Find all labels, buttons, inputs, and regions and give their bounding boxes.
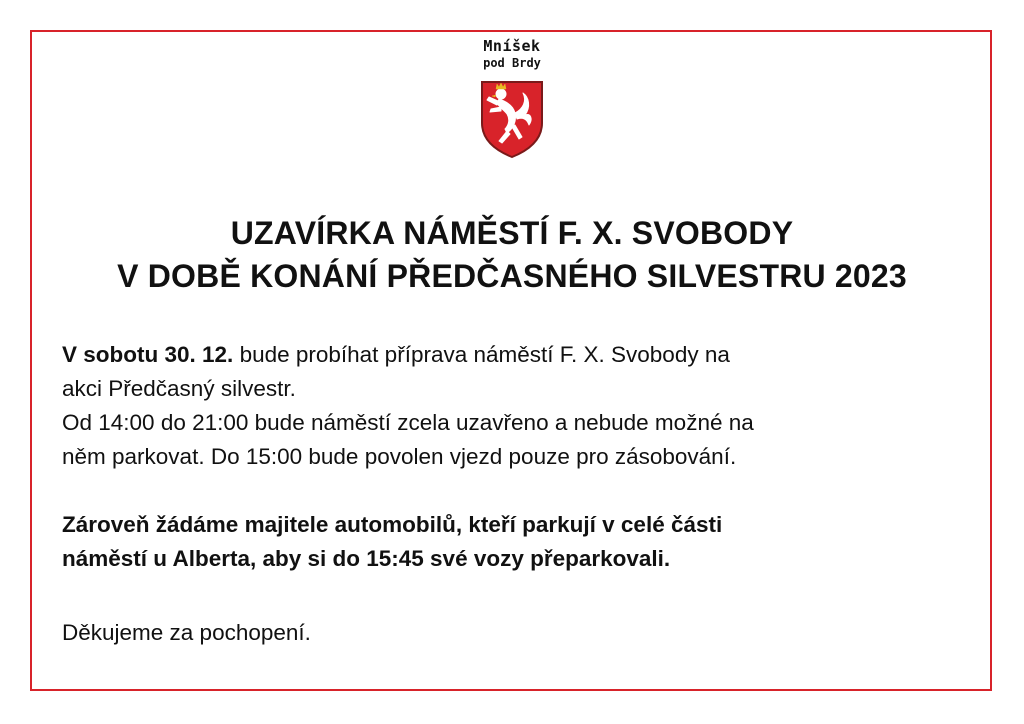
paragraph1-line1-rest: bude probíhat příprava náměstí F. X. Svobody na: [233, 342, 730, 367]
paragraph1-line4: něm parkovat. Do 15:00 bude povolen vjezd pouze pro zásobování.: [62, 444, 737, 469]
paragraph3-line1: Děkujeme za pochopení.: [62, 620, 311, 645]
paragraph2-line1: Zároveň žádáme majitele automobilů, kteří parkují v celé části: [62, 512, 723, 537]
date-lead: V sobotu 30. 12.: [62, 342, 234, 367]
paragraph2-line2: náměstí u Alberta, aby si do 15:45 své vozy přeparkovali.: [62, 546, 671, 571]
paragraph1-line2: akci Předčasný silvestr.: [62, 376, 296, 401]
paragraph-closure-details: [62, 338, 962, 474]
title-line-1: UZAVÍRKA NÁMĚSTÍ F. X. SVOBODY: [230, 215, 794, 251]
czech-lion-crest-icon: [479, 79, 545, 159]
paragraph1-line1: [62, 338, 962, 372]
municipality-logo: [462, 38, 562, 159]
paragraph1-line3: Od 14:00 do 21:00 bude náměstí zcela uzavřeno a nebude možné na: [62, 410, 754, 435]
logo-town-subtitle: pod Brdy: [483, 56, 541, 70]
notice-title: [40, 212, 984, 298]
title-line-2: V DOBĚ KONÁNÍ PŘEDČASNÉHO SILVESTRU 2023: [117, 258, 907, 294]
paragraph-thanks: [62, 616, 962, 650]
logo-town-name: Mníšek: [483, 37, 541, 55]
paragraph-parking-request: [62, 508, 962, 576]
